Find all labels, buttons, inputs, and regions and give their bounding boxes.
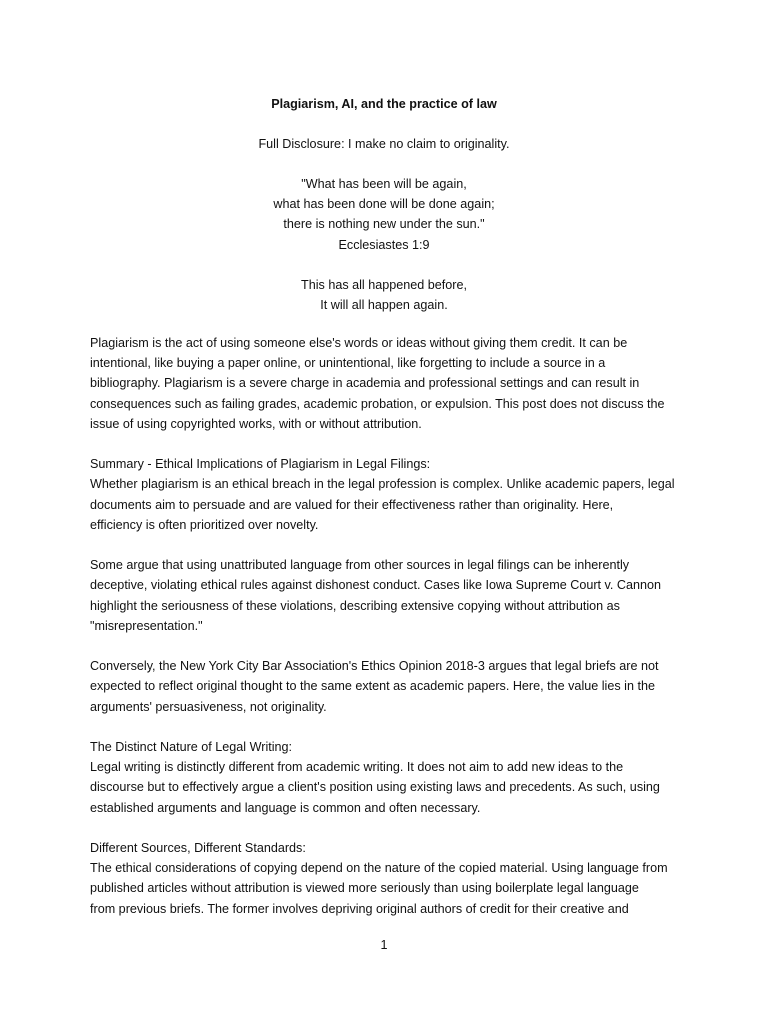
echo-verse: [0, 275, 768, 315]
body-line: Conversely, the New York City Bar Association's Ethics Opinion 2018-3 argues that legal briefs are not: [90, 659, 659, 674]
paragraph-summary: [90, 454, 690, 535]
body-line: efficiency is often prioritized over novelty.: [90, 517, 319, 532]
body-line: published articles without attribution is viewed more seriously than using boilerplate legal language: [90, 881, 639, 896]
body-line: bibliography. Plagiarism is a severe charge in academia and professional settings and can result in: [90, 376, 640, 391]
document-body: [90, 333, 690, 939]
document-title: Plagiarism, AI, and the practice of law: [271, 97, 497, 111]
section-heading: Summary - Ethical Implications of Plagiarism in Legal Filings:: [90, 457, 431, 472]
disclosure-line: Full Disclosure: I make no claim to originality.: [258, 137, 510, 151]
body-line: intentional, like buying a paper online, or unintentional, like forgetting to include a source in a: [90, 356, 606, 371]
body-line: Legal writing is distinctly different from academic writing. It does not aim to add new ideas to the: [90, 760, 624, 775]
body-line: Some argue that using unattributed language from other sources in legal filings can be inherently: [90, 558, 630, 573]
body-line: Whether plagiarism is an ethical breach in the legal profession is complex. Unlike academic papers, legal: [90, 477, 675, 492]
paragraph-deception-argument: [90, 555, 690, 636]
body-line: established arguments and language is common and often necessary.: [90, 800, 481, 815]
paragraph-nyc-bar-opinion: [90, 656, 690, 717]
page-number: 1: [380, 938, 388, 952]
body-line: "misrepresentation.": [90, 618, 203, 633]
epigraph-line: what has been done will be done again;: [273, 197, 495, 212]
paragraph-different-sources: [90, 838, 690, 919]
paragraph-legal-writing: [90, 737, 690, 818]
body-line: highlight the seriousness of these violations, describing extensive copying without attribution as: [90, 598, 620, 613]
epigraph-line: "What has been will be again,: [301, 177, 467, 191]
body-line: discourse but to effectively argue a client's position using existing laws and precedents. As such, using: [90, 780, 660, 795]
epigraph-line: there is nothing new under the sun.": [283, 217, 485, 232]
epigraph-quote: [0, 174, 768, 255]
body-line: consequences such as failing grades, academic probation, or expulsion. This post does not discuss the: [90, 396, 665, 411]
body-line: Plagiarism is the act of using someone else's words or ideas without giving them credit. It can be: [90, 336, 628, 350]
body-line: expected to reflect original thought to the same extent as academic papers. Here, the value lies in the: [90, 679, 655, 694]
paragraph-plagiarism-definition: [90, 333, 690, 434]
echo-line: This has all happened before,: [301, 278, 467, 292]
body-line: The ethical considerations of copying depend on the nature of the copied material. Using language from: [90, 861, 668, 876]
body-line: from previous briefs. The former involves depriving original authors of credit for their creative and: [90, 901, 629, 916]
body-line: issue of using copyrighted works, with or without attribution.: [90, 416, 422, 431]
body-line: documents aim to persuade and are valued for their effectiveness rather than originality. Here,: [90, 497, 614, 512]
section-heading: The Distinct Nature of Legal Writing:: [90, 740, 293, 754]
section-heading: Different Sources, Different Standards:: [90, 841, 306, 855]
body-line: deceptive, violating ethical rules against dishonest conduct. Cases like Iowa Supreme Court v. Cannon: [90, 578, 661, 593]
echo-line: It will all happen again.: [320, 298, 448, 313]
epigraph-citation: Ecclesiastes 1:9: [338, 237, 430, 252]
body-line: arguments' persuasiveness, not originality.: [90, 699, 327, 714]
